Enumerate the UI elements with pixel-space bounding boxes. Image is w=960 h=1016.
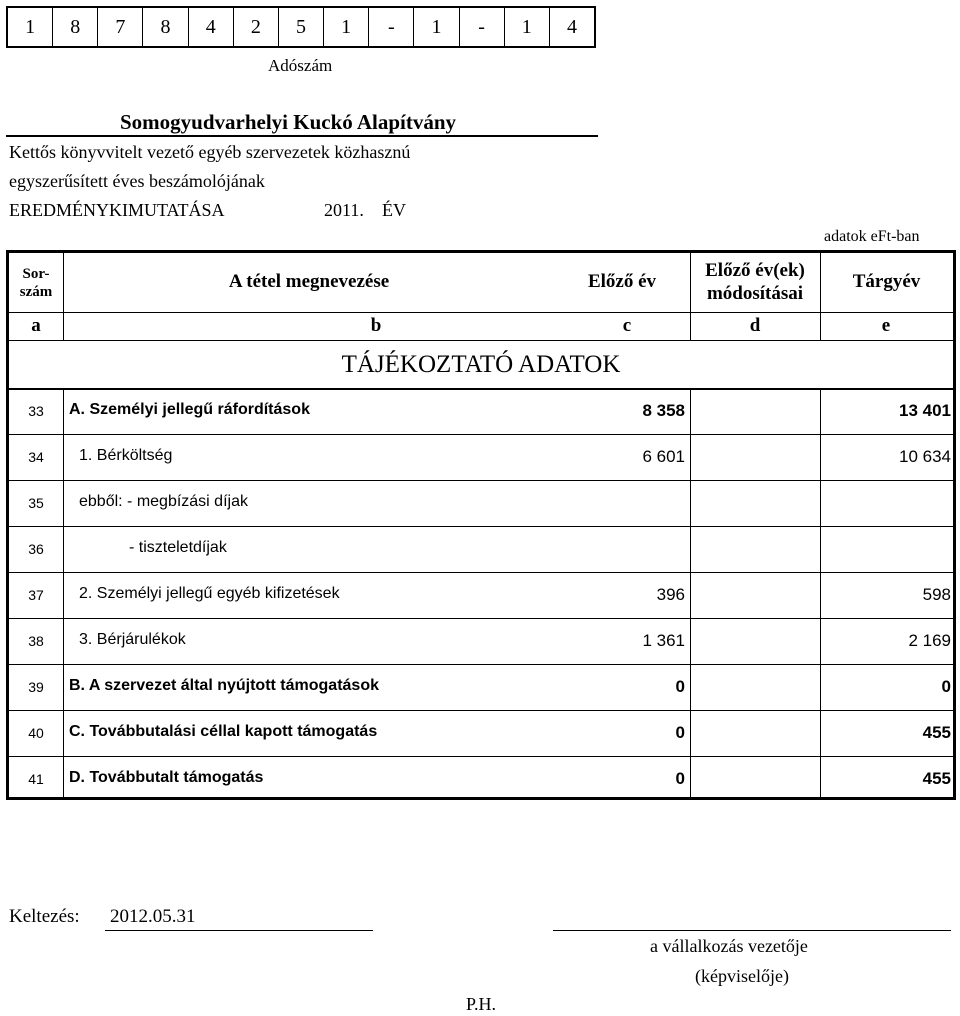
row-divider (9, 526, 953, 527)
previous-year-value: 0 (675, 677, 685, 696)
tax-id-digit: 7 (98, 8, 143, 46)
current-year-value: 13 401 (899, 401, 951, 420)
row-label: B. A szervezet által nyújtott támogatások (69, 677, 379, 694)
tax-id-digit: - (460, 8, 505, 46)
row-label: D. Továbbutalt támogatás (69, 769, 264, 786)
row-divider (9, 664, 953, 665)
previous-year-value: 1 361 (642, 631, 685, 650)
header-current-year: Tárgyév (852, 271, 921, 293)
current-year-value: 0 (941, 677, 951, 696)
row-number: 33 (28, 403, 44, 419)
previous-year-value: 0 (675, 723, 685, 742)
header-divider (9, 312, 953, 313)
tax-id-digit: 4 (566, 15, 577, 38)
row-label: A. Személyi jellegű ráfordítások (69, 401, 310, 418)
row-number: 36 (28, 541, 44, 557)
row-divider (9, 480, 953, 481)
stamp-placeholder: P.H. (466, 994, 497, 1014)
column-letter: a (31, 315, 41, 337)
header-modifications-1: Előző év(ek) (705, 259, 805, 281)
tax-id-label: Adószám (268, 56, 333, 75)
row-label: 1. Bérköltség (79, 447, 173, 464)
signer-title: a vállalkozás vezetője (650, 936, 808, 956)
subtitle-line1: Kettős könyvvitelt vezető egyéb szervezetek közhasznú (9, 142, 411, 162)
row-number: 37 (28, 587, 44, 603)
row-number: 35 (28, 495, 44, 511)
col-divider (820, 388, 821, 800)
signer-subtitle: (képviselője) (695, 966, 789, 986)
subtitle-line3: EREDMÉNYKIMUTATÁSA (9, 200, 225, 220)
unit-note: adatok eFt-ban (824, 228, 920, 245)
date-underline (105, 930, 373, 931)
current-year-value: 2 169 (908, 631, 951, 650)
row-divider (9, 434, 953, 435)
tax-id-digit: 1 (324, 8, 369, 46)
section-title: TÁJÉKOZTATÓ ADATOK (341, 350, 621, 378)
tax-id-digit: 2 (234, 8, 279, 46)
header-item-name: A tétel megnevezése (228, 271, 390, 293)
row-label: 2. Személyi jellegű egyéb kifizetések (79, 585, 340, 602)
tax-id-digit: - (369, 8, 414, 46)
date-label: Keltezés: (9, 906, 80, 927)
column-letter: d (749, 315, 761, 337)
row-divider (9, 618, 953, 619)
previous-year-value: 6 601 (642, 447, 685, 466)
report-year: 2011. (324, 200, 364, 220)
row-number: 34 (28, 449, 44, 465)
row-number: 41 (28, 771, 44, 787)
current-year-value: 455 (922, 723, 951, 742)
tax-id-digit: 4 (189, 8, 234, 46)
tax-id-digit: 1 (505, 8, 550, 46)
col-divider (63, 253, 64, 340)
column-letter: b (370, 315, 382, 337)
column-letter: c (622, 315, 632, 337)
current-year-value: 10 634 (899, 447, 951, 466)
tax-id-digit: 1 (8, 8, 53, 46)
row-label: ebből: - megbízási díjak (79, 493, 248, 510)
row-number: 40 (28, 725, 44, 741)
row-divider (9, 572, 953, 573)
subtitle-line2: egyszerűsített éves beszámolójának (9, 171, 265, 191)
row-divider (9, 756, 953, 757)
row-divider (9, 710, 953, 711)
current-year-value: 598 (922, 585, 951, 604)
col-divider (63, 388, 64, 800)
previous-year-value: 8 358 (642, 401, 685, 420)
tax-id-digit: 8 (143, 8, 188, 46)
date-value: 2012.05.31 (110, 906, 196, 927)
signature-line (553, 930, 951, 931)
row-label: 3. Bérjárulékok (79, 631, 186, 648)
current-year-value: 455 (922, 769, 951, 788)
row-label: - tiszteletdíjak (129, 539, 227, 556)
row-label: C. Továbbutalási céllal kapott támogatás (69, 723, 378, 740)
tax-id-digit: 8 (53, 8, 98, 46)
organization-underline (6, 135, 598, 137)
tax-id-digit: 5 (279, 8, 324, 46)
tax-id-digit: 1 (414, 8, 459, 46)
header-previous-year: Előző év (587, 271, 657, 293)
organization-name: Somogyudvarhelyi Kuckó Alapítvány (120, 110, 457, 134)
row-number: 38 (28, 633, 44, 649)
section-divider (9, 388, 953, 390)
previous-year-value: 0 (675, 769, 685, 788)
row-number: 39 (28, 679, 44, 695)
header-sorszam-2: szám (19, 283, 53, 300)
header-modifications-2: módosításai (706, 282, 804, 304)
header-sorszam-1: Sor- (22, 265, 50, 282)
income-statement-table (6, 250, 956, 800)
tax-id-boxes (6, 6, 596, 48)
column-letter: e (881, 315, 891, 337)
previous-year-value: 396 (656, 585, 685, 604)
col-divider (690, 388, 691, 800)
report-year-suffix: ÉV (382, 200, 406, 220)
